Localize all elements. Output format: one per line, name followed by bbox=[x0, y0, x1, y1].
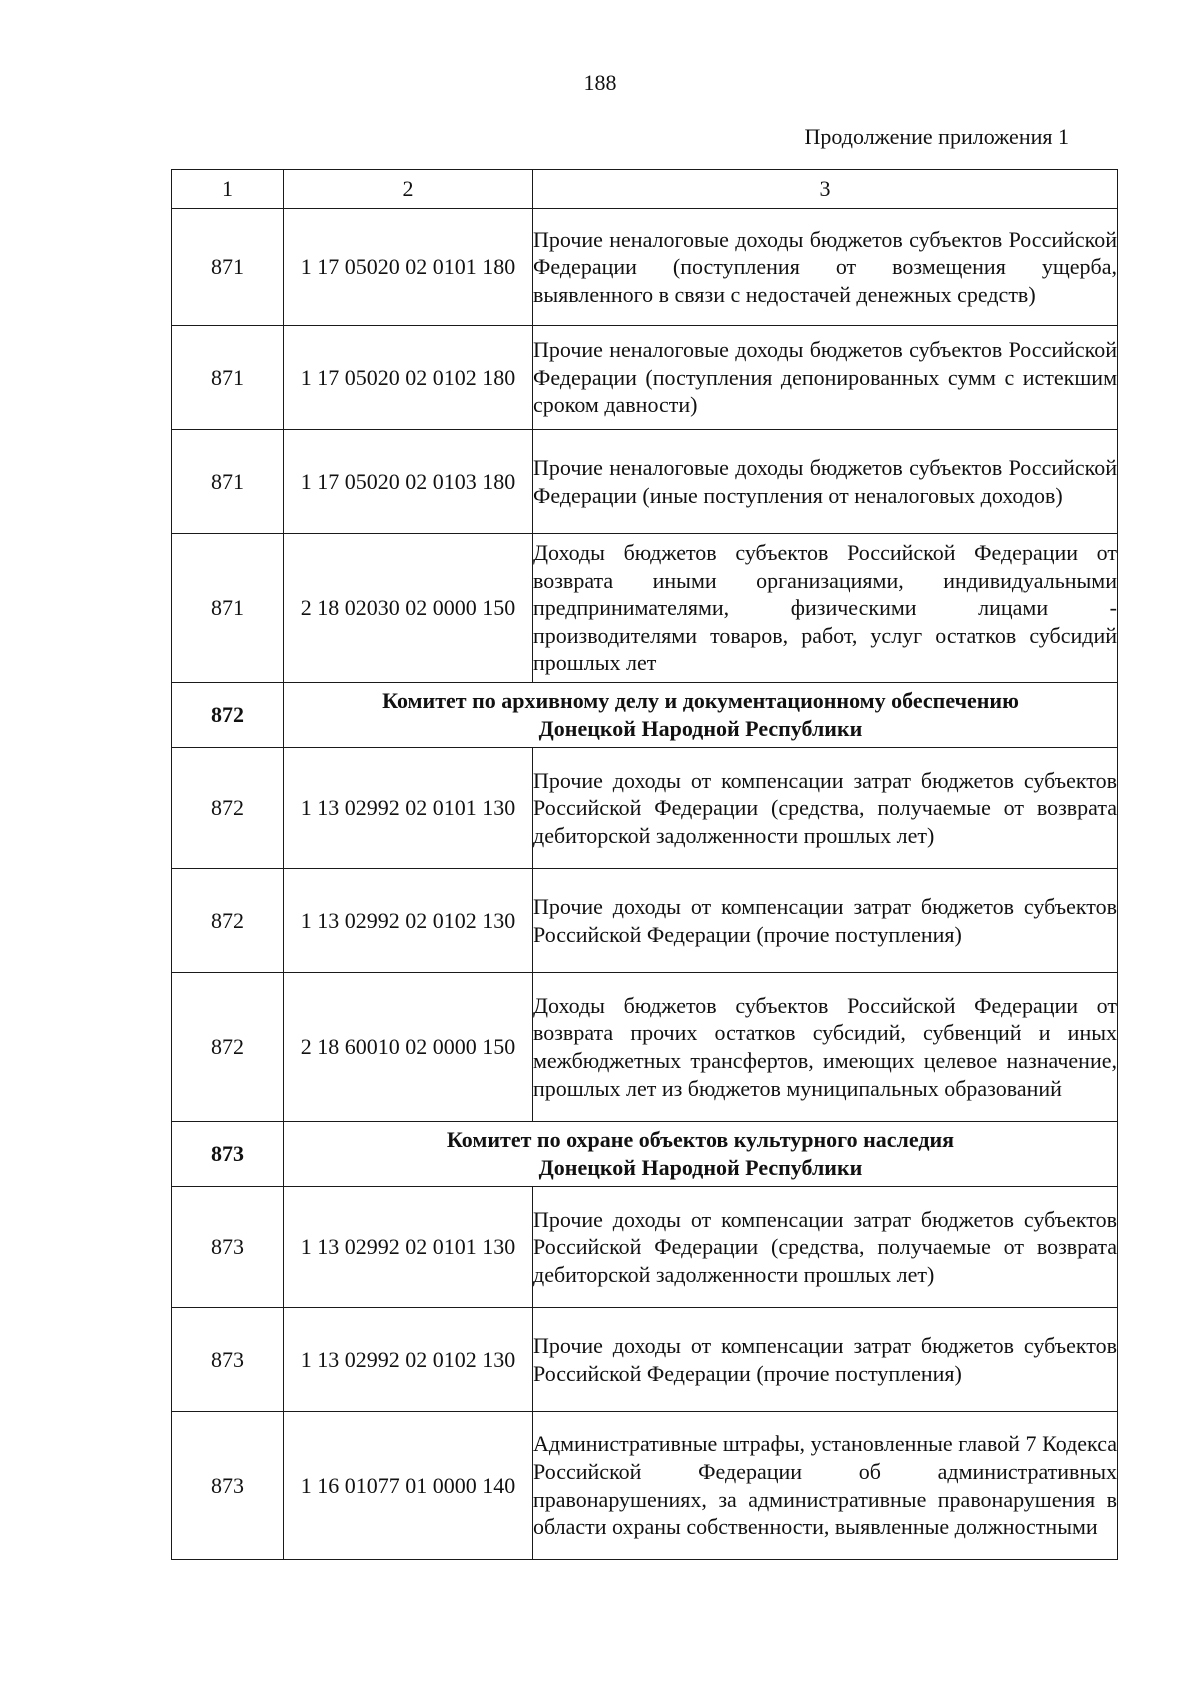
administrator-name-line: Донецкой Народной Республики bbox=[538, 1155, 863, 1180]
income-description-cell: Прочие доходы от компенсации затрат бюджетов субъектов Российской Федерации (прочие поступления) bbox=[533, 869, 1118, 973]
admin-code-cell: 872 bbox=[172, 973, 284, 1122]
income-code-cell: 1 17 05020 02 0103 180 bbox=[284, 430, 533, 534]
income-code-cell: 1 13 02992 02 0101 130 bbox=[284, 748, 533, 869]
budget-income-table bbox=[171, 169, 1118, 1560]
column-header-1: 1 bbox=[172, 170, 284, 209]
table-row bbox=[172, 534, 1118, 683]
administrator-name-line: Комитет по архивному делу и документационному обеспечению bbox=[382, 688, 1019, 714]
admin-code-cell: 872 bbox=[172, 869, 284, 973]
table-row bbox=[172, 430, 1118, 534]
administrator-code-cell: 872 bbox=[172, 683, 284, 748]
page-number: 188 bbox=[583, 70, 617, 95]
income-description-cell: Прочие неналоговые доходы бюджетов субъектов Российской Федерации (поступления депонированных сумм с истекшим сроком давности) bbox=[533, 326, 1118, 430]
table-row bbox=[172, 869, 1118, 973]
table-row bbox=[172, 1412, 1118, 1560]
income-description-cell: Прочие доходы от компенсации затрат бюджетов субъектов Российской Федерации (средства, получаемые от возврата дебиторской задолженности прошлых лет) bbox=[533, 1187, 1118, 1308]
administrator-code-cell: 873 bbox=[172, 1122, 284, 1187]
admin-code-cell: 871 bbox=[172, 430, 284, 534]
admin-code-cell: 873 bbox=[172, 1187, 284, 1308]
table-row bbox=[172, 1308, 1118, 1412]
income-code-cell: 1 16 01077 01 0000 140 bbox=[284, 1412, 533, 1560]
admin-code-cell: 871 bbox=[172, 209, 284, 326]
administrator-heading-row bbox=[172, 683, 1118, 748]
income-description-cell: Доходы бюджетов субъектов Российской Федерации от возврата прочих остатков субсидий, субвенций и иных межбюджетных трансфертов, имеющих целевое назначение, прошлых лет из бюджетов муниципальных образований bbox=[533, 973, 1118, 1122]
income-code-cell: 1 13 02992 02 0102 130 bbox=[284, 869, 533, 973]
table-row bbox=[172, 748, 1118, 869]
admin-code-cell: 873 bbox=[172, 1308, 284, 1412]
income-code-cell: 2 18 02030 02 0000 150 bbox=[284, 534, 533, 683]
income-code-cell: 1 17 05020 02 0101 180 bbox=[284, 209, 533, 326]
table-row bbox=[172, 326, 1118, 430]
income-code-cell: 2 18 60010 02 0000 150 bbox=[284, 973, 533, 1122]
table-header-row bbox=[172, 170, 1118, 209]
administrator-name-line: Донецкой Народной Республики bbox=[538, 716, 863, 741]
income-code-cell: 1 13 02992 02 0101 130 bbox=[284, 1187, 533, 1308]
administrator-name-line: Комитет по охране объектов культурного наследия bbox=[446, 1127, 955, 1153]
income-code-cell: 1 17 05020 02 0102 180 bbox=[284, 326, 533, 430]
column-header-3: 3 bbox=[533, 170, 1118, 209]
table-row bbox=[172, 973, 1118, 1122]
admin-code-cell: 871 bbox=[172, 534, 284, 683]
income-description-cell: Прочие неналоговые доходы бюджетов субъектов Российской Федерации (поступления от возмещения ущерба, выявленного в связи с недостачей денежных средств) bbox=[533, 209, 1118, 326]
appendix-continuation-label: Продолжение приложения 1 bbox=[804, 124, 1069, 149]
income-description-cell: Административные штрафы, установленные главой 7 Кодекса Российской Федерации об административных правонарушениях, за административные правонарушения в области охраны собственности, выявленные должностными bbox=[533, 1412, 1118, 1560]
income-description-cell: Прочие доходы от компенсации затрат бюджетов субъектов Российской Федерации (прочие поступления) bbox=[533, 1308, 1118, 1412]
administrator-heading-row bbox=[172, 1122, 1118, 1187]
table-row bbox=[172, 209, 1118, 326]
income-code-cell: 1 13 02992 02 0102 130 bbox=[284, 1308, 533, 1412]
admin-code-cell: 873 bbox=[172, 1412, 284, 1560]
administrator-name-cell bbox=[284, 683, 1118, 748]
income-description-cell: Прочие доходы от компенсации затрат бюджетов субъектов Российской Федерации (средства, получаемые от возврата дебиторской задолженности прошлых лет) bbox=[533, 748, 1118, 869]
column-header-2: 2 bbox=[284, 170, 533, 209]
admin-code-cell: 872 bbox=[172, 748, 284, 869]
administrator-name-cell bbox=[284, 1122, 1118, 1187]
income-description-cell: Прочие неналоговые доходы бюджетов субъектов Российской Федерации (иные поступления от неналоговых доходов) bbox=[533, 430, 1118, 534]
admin-code-cell: 871 bbox=[172, 326, 284, 430]
income-description-cell: Доходы бюджетов субъектов Российской Федерации от возврата иными организациями, индивидуальными предпринимателями, физическими лицами - производителями товаров, работ, услуг остатков субсидий прошлых лет bbox=[533, 534, 1118, 683]
table-row bbox=[172, 1187, 1118, 1308]
